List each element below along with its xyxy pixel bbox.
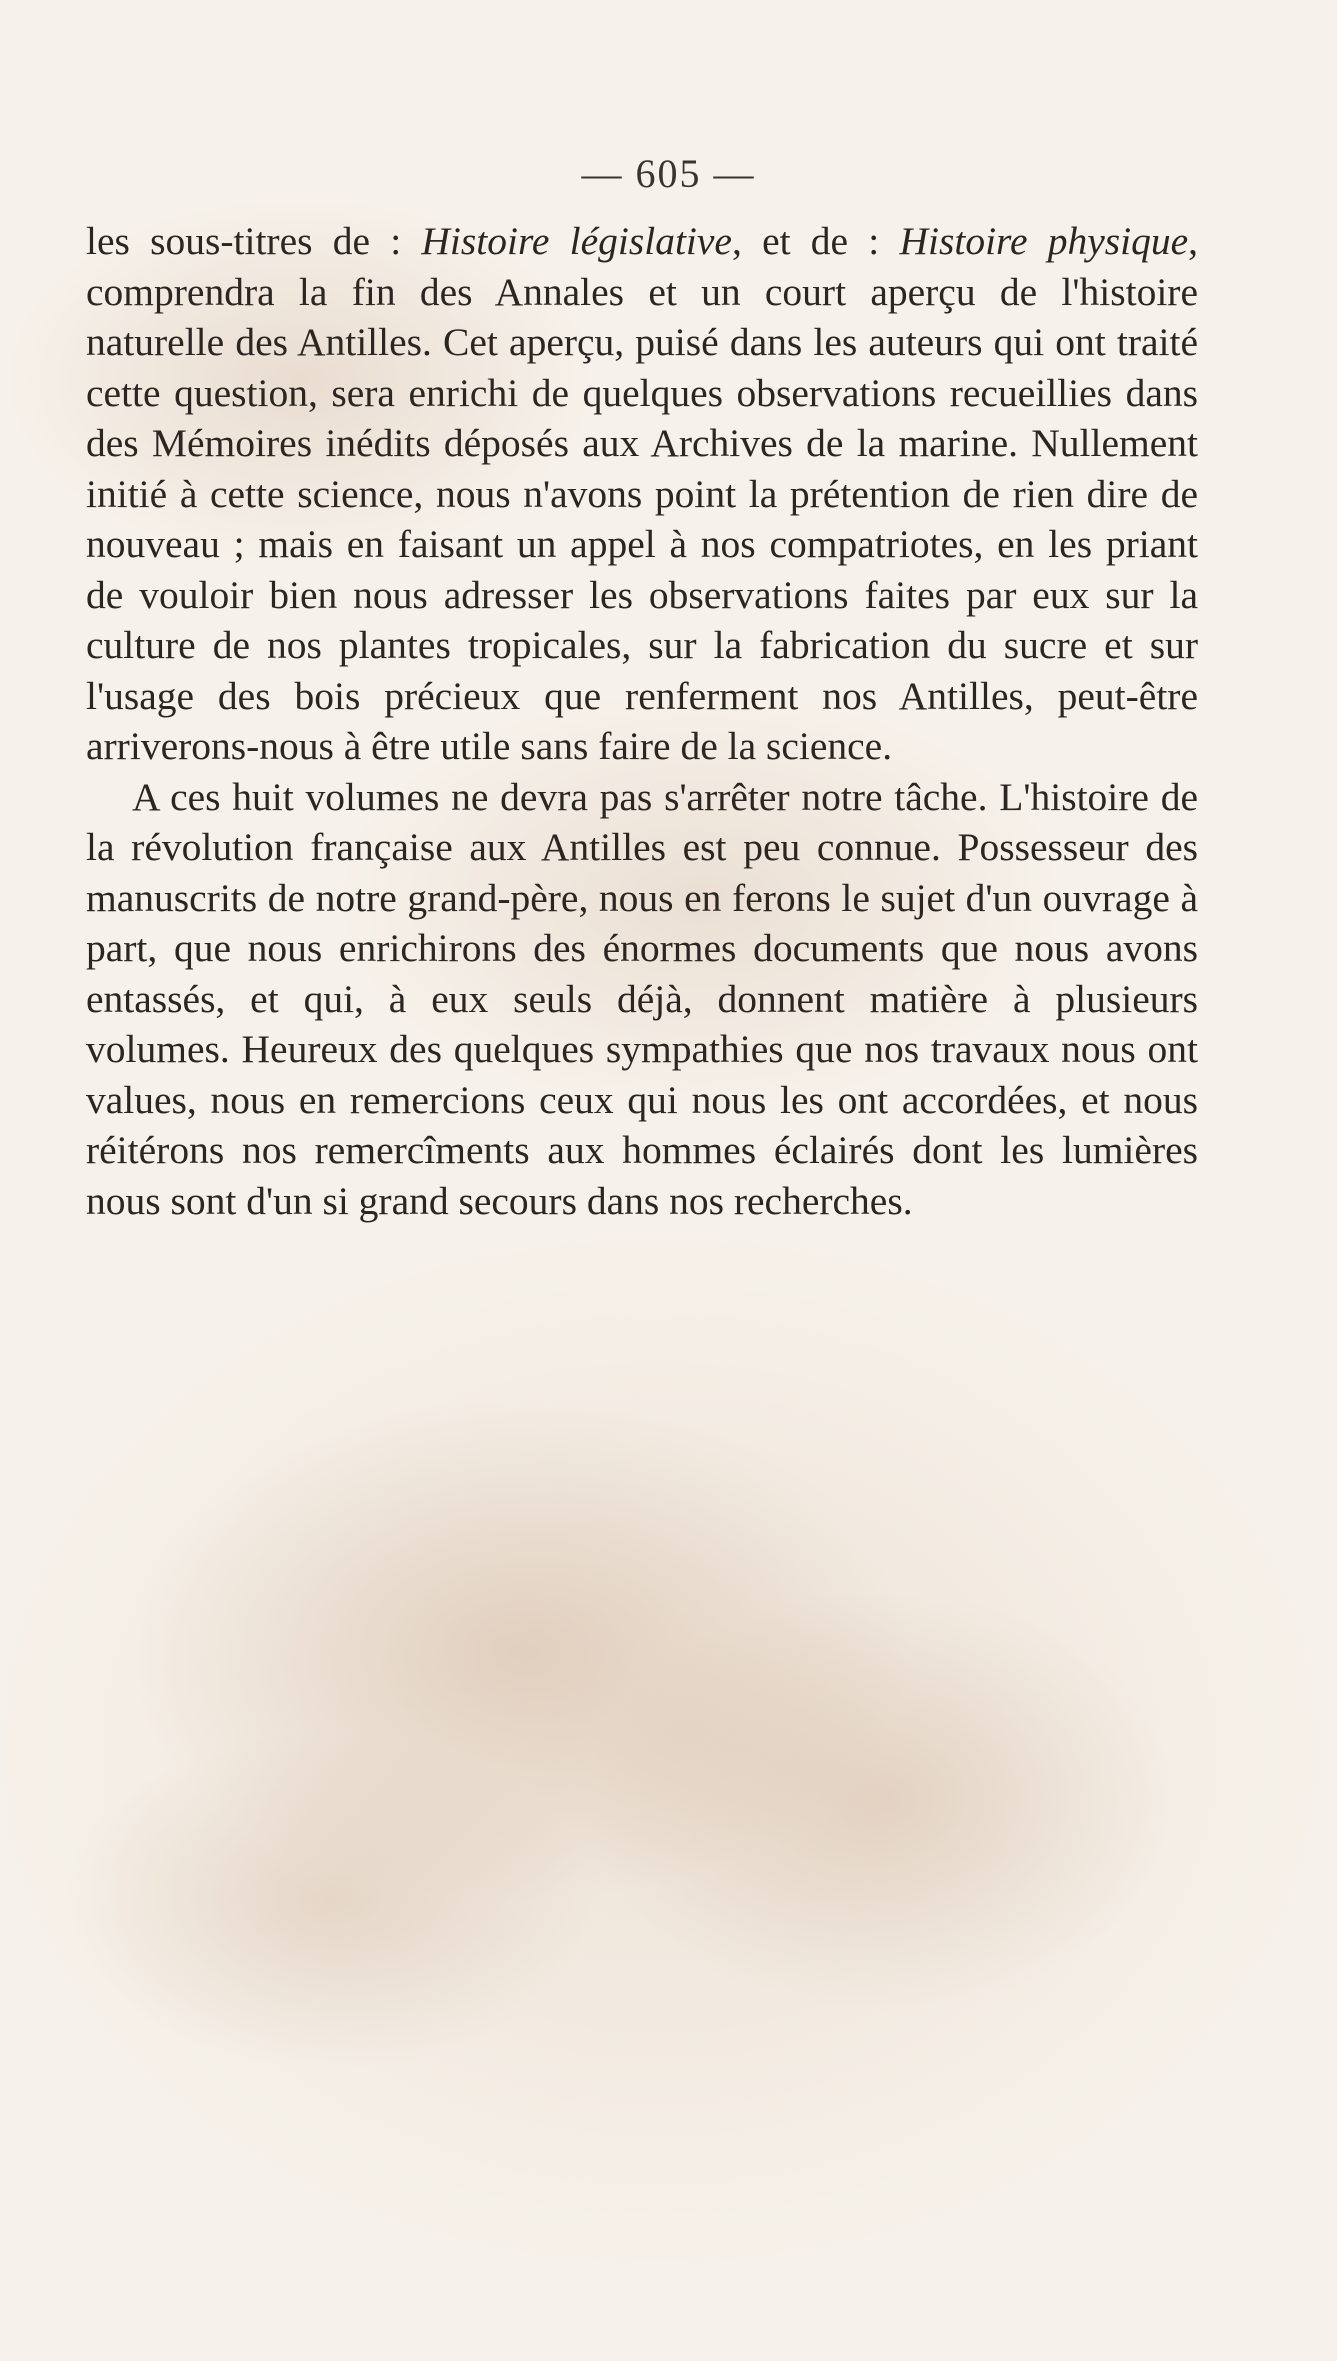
paragraph-1-text-c: , comprendra la fin des Annales et un court aperçu de l'histoire naturelle des Antilles. Cet aperçu, puisé dans les auteurs qui ont traité cette question, sera enrichi de quelques observations recueillies dans des Mémoires inédits déposés aux Archives de la marine. Nullement initié à cette science, nous n'avons point la prétention de rien dire de nouveau ; mais en faisant un appel à nos compatriotes, en les priant de vouloir bien nous adresser les observations faites par eux sur la culture de nos plantes tropicales, sur la fabrication du sucre et sur l'usage des bois précieux que renferment nos Antilles, peut-être arriverons-nous à être utile sans faire de la science. — [86, 219, 1198, 768]
paragraph-1 — [86, 216, 1198, 772]
page-number: — 605 — — [581, 151, 756, 196]
paragraph-1-text-b: , et de : — [731, 219, 900, 263]
paragraph-2: A ces huit volumes ne devra pas s'arrêter notre tâche. L'histoire de la révolution française aux Antilles est peu connue. Possesseur des manuscrits de notre grand-père, nous en ferons le sujet d'un ouvrage à part, que nous enrichirons des énormes documents que nous avons entassés, et qui, à eux seuls déjà, donnent matière à plusieurs volumes. Heureux des quelques sympathies que nos travaux nous ont values, nous en remercions ceux qui nous les ont accordées, et nous réitérons nos remercîments aux hommes éclairés dont les lumières nous sont d'un si grand secours dans nos recherches. — [86, 774, 1198, 1223]
body-text — [86, 216, 1198, 1226]
paragraph-1-text-a: les sous-titres de : — [86, 219, 422, 263]
italic-title-legislative: Histoire législative — [421, 219, 732, 263]
italic-title-physique: Histoire physique — [899, 219, 1189, 263]
